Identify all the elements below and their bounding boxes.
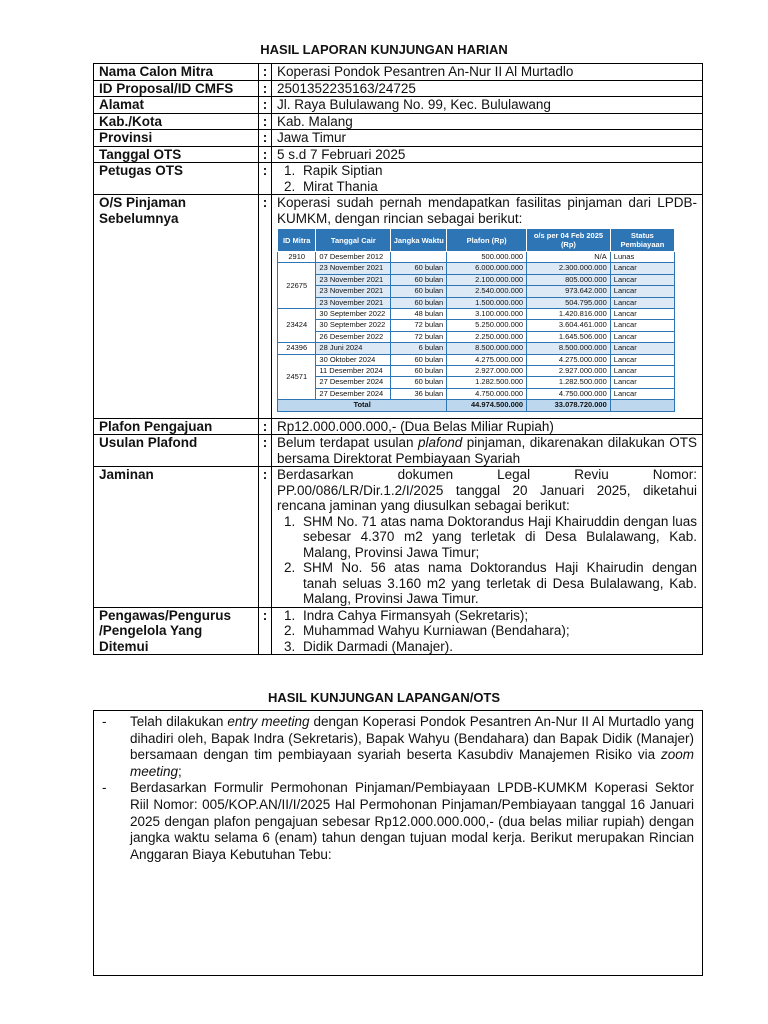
colon: : <box>259 130 272 147</box>
section2-title: HASIL KUNJUNGAN LAPANGAN/OTS <box>267 690 501 705</box>
cell-tanggal-cair: 30 Oktober 2024 <box>316 354 391 365</box>
list-item: 1. Indra Cahya Firmansyah (Sekretaris); <box>299 608 697 624</box>
pengawas-list <box>277 608 697 655</box>
row-provinsi <box>94 130 703 147</box>
colon: : <box>259 435 272 467</box>
cell-jangka-waktu: 36 bulan <box>391 388 447 399</box>
report-info-table <box>93 63 703 655</box>
petugas-list <box>277 163 697 194</box>
row-nama <box>94 64 703 81</box>
cell-status: Lancar <box>610 309 674 320</box>
cell-jangka-waktu: 60 bulan <box>391 354 447 365</box>
cell-plafon: 500.000.000 <box>447 252 527 263</box>
cell-tanggal-cair: 23 November 2021 <box>316 274 391 285</box>
label-pengawas-line3: Ditemui <box>99 638 149 654</box>
loan-row <box>278 354 675 365</box>
cell-plafon: 3.100.000.000 <box>447 309 527 320</box>
cell-jangka-waktu <box>391 252 447 263</box>
cell-jangka-waktu: 60 bulan <box>391 297 447 308</box>
cell-jangka-waktu: 60 bulan <box>391 366 447 377</box>
th-tanggal-cair: Tanggal Cair <box>316 229 391 252</box>
label-id-proposal: ID Proposal/ID CMFS <box>94 80 259 97</box>
loan-row <box>278 309 675 320</box>
colon: : <box>259 195 272 419</box>
value-os <box>272 195 703 419</box>
cell-id-mitra: 2910 <box>278 252 316 263</box>
value-jaminan <box>272 467 703 608</box>
cell-plafon: 5.250.000.000 <box>447 320 527 331</box>
loan-total-row <box>278 400 675 411</box>
label-os-line1: O/S Pinjaman <box>99 195 187 210</box>
row-usulan <box>94 435 703 467</box>
value-tanggal: 5 s.d 7 Februari 2025 <box>272 146 703 163</box>
cell-tanggal-cair: 30 September 2022 <box>316 309 391 320</box>
value-usulan <box>272 435 703 467</box>
value-pengawas <box>272 607 703 655</box>
cell-id-mitra: 22675 <box>278 263 316 309</box>
loan-row <box>278 320 675 331</box>
colon: : <box>259 607 272 655</box>
label-os <box>94 195 259 419</box>
cell-jangka-waktu: 60 bulan <box>391 263 447 274</box>
colon: : <box>259 80 272 97</box>
cell-plafon: 6.000.000.000 <box>447 263 527 274</box>
list-item: 1. Rapik Siptian <box>299 163 697 179</box>
th-jangka-waktu: Jangka Waktu <box>391 229 447 252</box>
list-item: 2. Muhammad Wahyu Kurniawan (Bendahara); <box>299 623 697 639</box>
list-item <box>102 780 694 863</box>
cell-status: Lancar <box>610 274 674 285</box>
total-plafon: 44.974.500.000 <box>447 400 527 411</box>
loan-row <box>278 286 675 297</box>
label-jaminan: Jaminan <box>94 467 259 608</box>
value-petugas <box>272 163 703 195</box>
loan-row <box>278 274 675 285</box>
cell-plafon: 1.500.000.000 <box>447 297 527 308</box>
loan-row <box>278 343 675 354</box>
th-plafon: Plafon (Rp) <box>447 229 527 252</box>
row-alamat <box>94 97 703 114</box>
colon: : <box>259 146 272 163</box>
total-label: Total <box>278 400 447 411</box>
bullet-dash: - <box>102 714 107 729</box>
cell-os: 1.282.500.000 <box>527 377 611 388</box>
cell-plafon: 4.275.000.000 <box>447 354 527 365</box>
cell-status: Lunas <box>610 252 674 263</box>
colon: : <box>259 113 272 130</box>
b1-em1: entry meeting <box>227 714 310 729</box>
row-plafon <box>94 418 703 435</box>
th-id-mitra: ID Mitra <box>278 229 316 252</box>
row-tanggal <box>94 146 703 163</box>
cell-os: 973.642.000 <box>527 286 611 297</box>
b1-em2: zoom meeting <box>130 747 694 779</box>
value-id-proposal: 2501352235163/24725 <box>272 80 703 97</box>
label-os-line2: Sebelumnya <box>99 210 179 226</box>
cell-tanggal-cair: 23 November 2021 <box>316 263 391 274</box>
cell-jangka-waktu: 72 bulan <box>391 320 447 331</box>
cell-os: 1.645.506.000 <box>527 331 611 342</box>
b1-p1: Telah dilakukan <box>130 714 228 729</box>
loan-table-header <box>278 229 675 252</box>
label-pengawas <box>94 607 259 655</box>
label-pengawas-line2: /Pengelola Yang <box>99 623 203 639</box>
colon: : <box>259 467 272 608</box>
cell-status: Lancar <box>610 286 674 297</box>
cell-tanggal-cair: 07 Desember 2012 <box>316 252 391 263</box>
usulan-em: plafond <box>417 435 463 451</box>
cell-status: Lancar <box>610 354 674 365</box>
field-visit-list <box>94 714 702 863</box>
row-kab <box>94 113 703 130</box>
cell-jangka-waktu: 60 bulan <box>391 286 447 297</box>
cell-tanggal-cair: 23 November 2021 <box>316 286 391 297</box>
loan-row <box>278 388 675 399</box>
row-jaminan <box>94 467 703 608</box>
cell-jangka-waktu: 60 bulan <box>391 274 447 285</box>
cell-jangka-waktu: 48 bulan <box>391 309 447 320</box>
cell-os: 1.420.816.000 <box>527 309 611 320</box>
cell-tanggal-cair: 30 September 2022 <box>316 320 391 331</box>
cell-os: N/A <box>527 252 611 263</box>
cell-os: 2.927.000.000 <box>527 366 611 377</box>
value-nama: Koperasi Pondok Pesantren An-Nur II Al Murtadlo <box>272 64 703 81</box>
cell-plafon: 1.282.500.000 <box>447 377 527 388</box>
cell-status: Lancar <box>610 297 674 308</box>
row-id-proposal <box>94 80 703 97</box>
cell-status: Lancar <box>610 320 674 331</box>
cell-jangka-waktu: 72 bulan <box>391 331 447 342</box>
cell-status: Lancar <box>610 388 674 399</box>
jaminan-intro: Berdasarkan dokumen Legal Reviu Nomor: PP.00/086/LR/Dir.1.2/I/2025 tanggal 20 Januari 2025, diketahui rencana jaminan yang diusulkan sebagai berikut: <box>277 467 697 514</box>
cell-os: 504.795.000 <box>527 297 611 308</box>
cell-status: Lancar <box>610 331 674 342</box>
label-plafon: Plafon Pengajuan <box>94 418 259 435</box>
list-item: 2. Mirat Thania <box>299 179 697 195</box>
cell-plafon: 8.500.000.000 <box>447 343 527 354</box>
label-petugas: Petugas OTS <box>94 163 259 195</box>
cell-plafon: 2.100.000.000 <box>447 274 527 285</box>
cell-plafon: 2.927.000.000 <box>447 366 527 377</box>
list-item: 3. Didik Darmadi (Manajer). <box>299 639 697 655</box>
cell-os: 3.604.461.000 <box>527 320 611 331</box>
field-visit-box <box>93 710 703 976</box>
jaminan-list <box>277 514 697 607</box>
label-kab: Kab./Kota <box>94 113 259 130</box>
b1-p3: ; <box>178 763 182 779</box>
loan-row <box>278 331 675 342</box>
report-title: HASIL LAPORAN KUNJUNGAN HARIAN <box>260 42 508 57</box>
label-pengawas-line1: Pengawas/Pengurus <box>99 607 232 623</box>
colon: : <box>259 418 272 435</box>
colon: : <box>259 97 272 114</box>
loan-row <box>278 252 675 263</box>
loan-table-wrap <box>277 226 697 418</box>
loan-table-body <box>278 252 675 412</box>
usulan-pre: Belum terdapat usulan <box>277 435 418 451</box>
cell-id-mitra: 23424 <box>278 309 316 343</box>
colon: : <box>259 64 272 81</box>
b2-text: Berdasarkan Formulir Permohonan Pinjaman/Pembiayaan LPDB-KUMKM Koperasi Sektor Riil Nomor: 005/KOP.AN/II/I/2025 Hal Permohonan Pinjaman/Pembiayaan tanggal 16 Januari 2025 dengan plafon pengajuan sebesar Rp12.000.000.000,- (dua belas miliar rupiah) dengan jangka waktu selama 6 (enam) tahun dengan tujuan modal kerja. Berikut merupakan Rincian Anggaran Biaya Kebutuhan Tebu: <box>130 780 694 862</box>
cell-status: Lancar <box>610 366 674 377</box>
cell-plafon: 4.750.000.000 <box>447 388 527 399</box>
value-plafon: Rp12.000.000.000,- (Dua Belas Miliar Rupiah) <box>272 418 703 435</box>
cell-tanggal-cair: 23 November 2021 <box>316 297 391 308</box>
row-pengawas <box>94 607 703 655</box>
loan-history-table <box>277 228 675 412</box>
total-status-empty <box>610 400 674 411</box>
total-os: 33.078.720.000 <box>527 400 611 411</box>
value-provinsi: Jawa Timur <box>272 130 703 147</box>
cell-status: Lancar <box>610 343 674 354</box>
loan-row <box>278 366 675 377</box>
cell-os: 8.500.000.000 <box>527 343 611 354</box>
cell-tanggal-cair: 27 Desember 2024 <box>316 377 391 388</box>
list-item <box>102 714 694 780</box>
row-os <box>94 195 703 419</box>
label-nama: Nama Calon Mitra <box>94 64 259 81</box>
cell-status: Lancar <box>610 263 674 274</box>
cell-status: Lancar <box>610 377 674 388</box>
list-item: 2. SHM No. 56 atas nama Doktorandus Haji Khairudin dengan tanah seluas 3.160 m2 yang terletak di Desa Bulalawang, Kab. Malang, Provinsi Jawa Timur. <box>299 560 697 607</box>
cell-id-mitra: 24571 <box>278 354 316 400</box>
cell-tanggal-cair: 28 Juni 2024 <box>316 343 391 354</box>
cell-os: 4.275.000.000 <box>527 354 611 365</box>
label-tanggal: Tanggal OTS <box>94 146 259 163</box>
cell-jangka-waktu: 6 bulan <box>391 343 447 354</box>
usulan-post: pinjaman, dikarenakan dilakukan OTS bersama Direktorat Pembiayaan Syariah <box>277 435 697 466</box>
th-os: o/s per 04 Feb 2025 (Rp) <box>527 229 611 252</box>
th-status: Status Pembiayaan <box>610 229 674 252</box>
cell-plafon: 2.250.000.000 <box>447 331 527 342</box>
cell-os: 4.750.000.000 <box>527 388 611 399</box>
cell-tanggal-cair: 11 Desember 2024 <box>316 366 391 377</box>
label-alamat: Alamat <box>94 97 259 114</box>
loan-row <box>278 263 675 274</box>
cell-tanggal-cair: 27 Desember 2024 <box>316 388 391 399</box>
b1-p2: dengan Koperasi Pondok Pesantren An-Nur II Al Murtadlo yang dihadiri oleh, Bapak Indra (Sekretaris), Bapak Wahyu (Bendahara) dan Bapak Didik (Manajer) bersamaan dengan tim pembiayaan syariah beserta Kasubdiv Manajemen Risiko via <box>130 714 694 763</box>
cell-tanggal-cair: 26 Desember 2022 <box>316 331 391 342</box>
value-kab: Kab. Malang <box>272 113 703 130</box>
cell-os: 2.300.000.000 <box>527 263 611 274</box>
cell-jangka-waktu: 60 bulan <box>391 377 447 388</box>
os-intro: Koperasi sudah pernah mendapatkan fasilitas pinjaman dari LPDB-KUMKM, dengan rincian sebagai berikut: <box>277 195 697 226</box>
cell-plafon: 2.540.000.000 <box>447 286 527 297</box>
value-alamat: Jl. Raya Bululawang No. 99, Kec. Bululawang <box>272 97 703 114</box>
row-petugas <box>94 163 703 195</box>
cell-os: 805.000.000 <box>527 274 611 285</box>
loan-row <box>278 297 675 308</box>
loan-row <box>278 377 675 388</box>
list-item: 1. SHM No. 71 atas nama Doktorandus Haji Khairuddin dengan luas sebesar 4.370 m2 yang terletak di Desa Bulalawang, Kab. Malang, Provinsi Jawa Timur; <box>299 514 697 561</box>
bullet-dash: - <box>102 780 107 796</box>
label-provinsi: Provinsi <box>94 130 259 147</box>
colon: : <box>259 163 272 195</box>
cell-id-mitra: 24396 <box>278 343 316 354</box>
label-usulan: Usulan Plafond <box>94 435 259 467</box>
